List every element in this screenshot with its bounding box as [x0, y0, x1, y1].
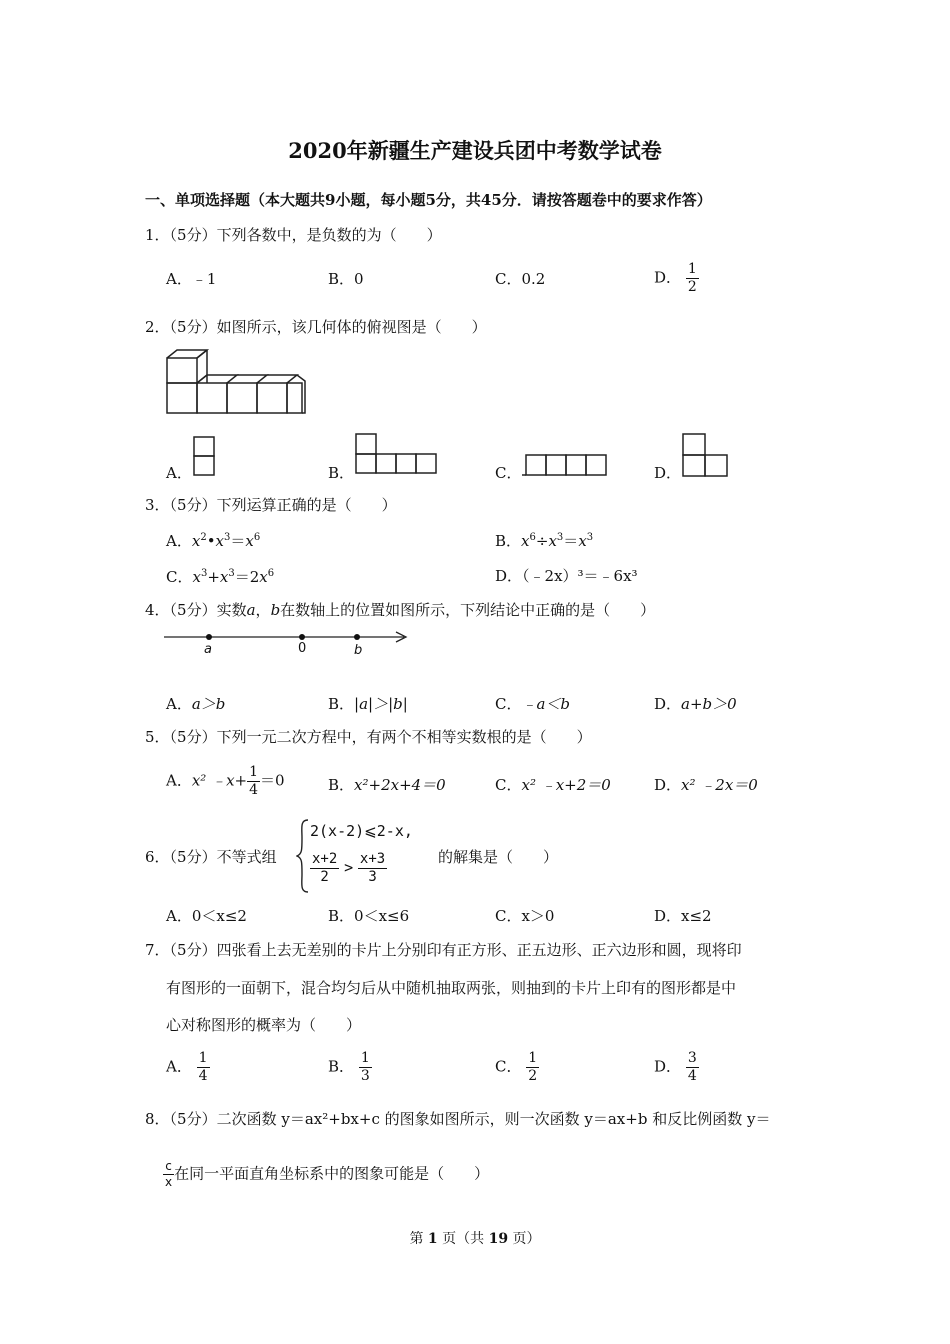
- q7-option-d-fraction: $\frac{3}{4}$: [687, 1050, 697, 1084]
- q8-line-2-text: 在同一平面直角坐标系中的图象可能是（ ）: [174, 1164, 490, 1183]
- q5-option-b-text: x²+2x+4＝0: [354, 776, 446, 794]
- question-1-stem: 1．（5分）下列各数中，是负数的为（ ）: [145, 226, 442, 244]
- q2-option-d-figure: [682, 433, 730, 479]
- q7-line-1: 7．（5分）四张看上去无差别的卡片上分别印有正方形、正五边形、正六边形和圆，现将印: [145, 941, 742, 959]
- q2-option-c-figure: [521, 454, 609, 478]
- q1-option-d-label: D．: [654, 268, 682, 287]
- q3-option-a: A．$x^2•x^3=x^6$: [166, 532, 261, 550]
- q6-stem-post: 的解集是（ ）: [438, 848, 559, 866]
- q6-inequality-1: 2(x-2)⩽2-x,: [310, 822, 413, 840]
- q4-var-a: a: [246, 601, 256, 619]
- q5-option-b-label: B．: [328, 776, 355, 794]
- q1-option-a: A．﹣1: [166, 270, 217, 288]
- q6-ineq-op: >: [344, 858, 354, 877]
- page-title: 2020年新疆生产建设兵团中考数学试卷: [288, 138, 662, 163]
- q4-option-c-label: C．: [495, 695, 522, 713]
- q7-option-a: [166, 1051, 210, 1083]
- q2-option-d-label: D．: [654, 464, 682, 482]
- q4-option-d: [654, 697, 737, 712]
- q7-option-c-fraction: $\frac{1}{2}$: [528, 1050, 538, 1084]
- q7-option-d-label: D．: [654, 1057, 682, 1076]
- q1-option-b: B．0: [328, 270, 364, 288]
- q3-option-d: [495, 569, 638, 584]
- footer-page-number: 1: [427, 1231, 438, 1247]
- footer-pre: 第: [409, 1231, 424, 1247]
- q2-option-b-figure: [355, 433, 439, 475]
- q2-solid-figure: [164, 348, 309, 418]
- q4-option-b-text: |a|＞|b|: [354, 695, 408, 713]
- q5-option-a: [166, 765, 285, 797]
- q5-option-c: [495, 778, 611, 793]
- q3-option-d-label: D．: [495, 567, 523, 585]
- q4-option-b-label: B．: [328, 695, 355, 713]
- q2-option-b-label: B．: [328, 464, 355, 482]
- q4-stem-post: 在数轴上的位置如图所示，下列结论中正确的是（ ）: [280, 601, 656, 619]
- q5-option-d-label: D．: [654, 776, 682, 794]
- q5-option-a-pre: x² ﹣x+: [191, 771, 248, 790]
- q4-var-b: b: [270, 601, 281, 619]
- section-heading: 一、单项选择题（本大题共9小题，每小题5分，共45分．请按答题卷中的要求作答）: [145, 191, 712, 209]
- q7-option-a-fraction: $\frac{1}{4}$: [198, 1050, 208, 1084]
- q4-axis-label-0: 0: [298, 641, 307, 656]
- q3-option-c: C．$x^3+x^3=2x^6$: [166, 568, 275, 586]
- q6-option-a: A．0＜x≤2: [166, 907, 247, 925]
- q6-option-b: B．0＜x≤6: [328, 907, 410, 925]
- q2-option-a-label: A．: [166, 464, 192, 482]
- q7-option-b-label: B．: [328, 1057, 355, 1076]
- q5-option-d: [654, 778, 758, 793]
- q4-number-line: [164, 627, 414, 663]
- q5-option-a-post: ＝0: [260, 771, 285, 790]
- q4-option-c-text: ﹣a＜b: [521, 695, 571, 713]
- q7-line-2: 有图形的一面朝下，混合均匀后从中随机抽取两张，则抽到的卡片上印有的图形都是中: [166, 979, 737, 997]
- q6-option-c: C．x＞0: [495, 907, 555, 925]
- footer-total-pages: 19: [488, 1231, 509, 1247]
- q6-brace: [296, 818, 310, 894]
- q5-option-d-text: x² ﹣2x＝0: [681, 776, 758, 794]
- q1-option-c: C．0.2: [495, 270, 546, 288]
- q4-option-a: [166, 697, 225, 712]
- q6-inequality-2: [310, 852, 387, 884]
- q7-option-b-fraction: $\frac{1}{3}$: [360, 1050, 370, 1084]
- q7-option-c-label: C．: [495, 1057, 522, 1076]
- q4-stem-pre: 4．（5分）实数: [145, 601, 247, 619]
- footer-post: 页）: [512, 1231, 541, 1247]
- q3-option-b-label: B．: [495, 532, 522, 550]
- q7-option-a-label: A．: [166, 1057, 192, 1076]
- q6-stem-pre: 6．（5分）不等式组: [145, 848, 277, 866]
- q4-option-d-label: D．: [654, 695, 682, 713]
- q4-option-d-text: a+b＞0: [681, 695, 737, 713]
- q3-option-c-label: C．: [166, 568, 193, 586]
- q8-line-1: 8．（5分）二次函数 y＝ax²+bx+c 的图象如图所示，则一次函数 y＝ax+b 和反比例函数 y＝: [145, 1110, 771, 1128]
- q5-option-c-label: C．: [495, 776, 522, 794]
- q5-option-a-label: A．: [166, 771, 192, 790]
- q1-option-d: [654, 262, 699, 294]
- q3-option-a-label: A．: [166, 532, 192, 550]
- q5-option-b: [328, 778, 446, 793]
- question-2-stem: 2．（5分）如图所示，该几何体的俯视图是（ ）: [145, 318, 487, 336]
- q3-option-d-text: （﹣2x）³＝﹣6x³: [522, 567, 638, 585]
- q6-option-d: D．x≤2: [654, 907, 712, 925]
- q4-option-c: [495, 697, 570, 712]
- q8-fraction: $\frac{c}{x}$: [165, 1159, 173, 1189]
- q6-frac-right: $\frac{x+3}{3}$: [359, 851, 386, 885]
- question-4-stem: [145, 603, 655, 618]
- q5-option-c-text: x² ﹣x+2＝0: [521, 776, 611, 794]
- question-5-stem: 5．（5分）下列一元二次方程中，有两个不相等实数根的是（ ）: [145, 728, 592, 746]
- q7-line-3: 心对称图形的概率为（ ）: [166, 1016, 362, 1034]
- question-3-stem: 3．（5分）下列运算正确的是（ ）: [145, 496, 397, 514]
- footer-mid: 页（共: [442, 1231, 485, 1247]
- page-footer: [0, 1232, 950, 1246]
- q4-axis-label-b: b: [354, 643, 363, 658]
- q1-option-d-fraction: $\frac{1}{2}$: [687, 261, 697, 295]
- q7-option-c: [495, 1051, 539, 1083]
- q4-option-a-label: A．: [166, 695, 192, 713]
- q5-option-a-fraction: $\frac{1}{4}$: [249, 764, 259, 798]
- q2-option-c-label: C．: [495, 464, 522, 482]
- q8-line-2: [163, 1160, 489, 1188]
- q7-option-b: [328, 1051, 372, 1083]
- q2-option-a-figure: [193, 436, 217, 478]
- q7-option-d: [654, 1051, 699, 1083]
- q4-option-a-text: a＞b: [191, 695, 226, 713]
- q3-option-b: B．$x^6\div x^3=x^3$: [495, 532, 594, 550]
- q4-axis-label-a: a: [204, 642, 212, 657]
- q4-comma: ，: [255, 601, 271, 619]
- q4-option-b: [328, 697, 408, 712]
- q6-frac-left: $\frac{x+2}{2}$: [312, 851, 338, 885]
